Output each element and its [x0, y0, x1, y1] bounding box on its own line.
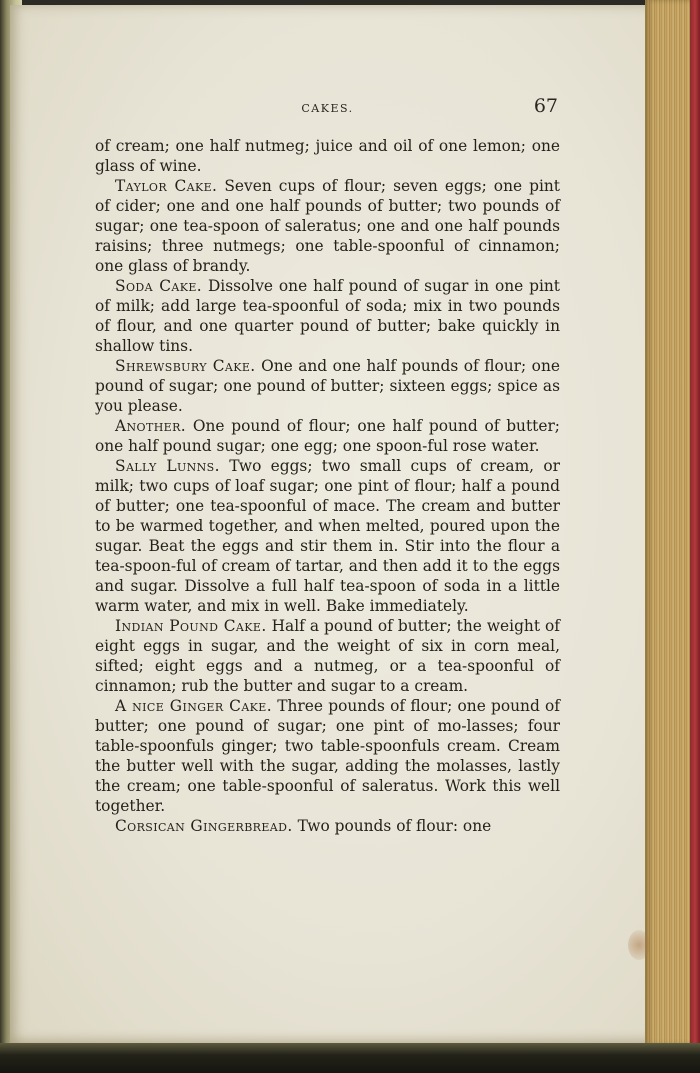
recipe-ginger-cake	[95, 696, 560, 816]
recipe-heading: Soda Cake.	[115, 277, 203, 295]
recipe-heading: Taylor Cake.	[115, 177, 218, 195]
recipe-soda-cake	[95, 276, 560, 356]
recipe-heading: A nice Ginger Cake.	[115, 697, 273, 715]
cover-edge	[690, 0, 700, 1045]
recipe-sally-lunns	[95, 456, 560, 616]
recipe-heading: Another.	[115, 417, 187, 435]
recipe-text: Seven cups of flour; seven eggs; one pint of cider; one and one half pounds of butter; two pounds of sugar; one tea-spoon of saleratus; one and one half pounds raisins; three nutmegs; one table-spoonful of cinnamon; one glass of brandy.	[95, 177, 560, 275]
recipe-heading: Indian Pound Cake.	[115, 617, 267, 635]
recipe-text: One pound of flour; one half pound of butter; one half pound sugar; one egg; one spoon-ful rose water.	[95, 417, 560, 455]
recipe-shrewsbury-cake	[95, 356, 560, 416]
recipe-heading: Shrewsbury Cake.	[115, 357, 256, 375]
recipe-text: Half a pound of butter; the weight of eight eggs in sugar, and the weight of six in corn meal, sifted; eight eggs and a nutmeg, or a tea-spoonful of cinnamon; rub the butter and sugar to a cream.	[95, 617, 560, 695]
recipe-text: Dissolve one half pound of sugar in one pint of milk; add large tea-spoonful of soda; mix in two pounds of flour, and one quarter pound of butter; bake quickly in shallow tins.	[95, 277, 560, 355]
recipe-indian-pound-cake	[95, 616, 560, 696]
recipe-another	[95, 416, 560, 456]
paper-stain	[628, 930, 650, 960]
recipe-heading: Sally Lunns.	[115, 457, 220, 475]
recipe-heading: Corsican Gingerbread.	[115, 817, 293, 835]
recipe-corsican-gingerbread	[95, 816, 560, 836]
bottom-shadow	[0, 1043, 700, 1073]
body-text	[95, 136, 560, 836]
recipe-text: One and one half pounds of flour; one pound of sugar; one pound of butter; sixteen eggs; spice as you please.	[95, 357, 560, 415]
page-header	[95, 95, 560, 119]
recipe-text: Two eggs; two small cups of cream, or milk; two cups of loaf sugar; one pint of flour; half a pound of butter; one tea-spoonful of mace. The cream and butter to be warmed together, and when melted, poured upon the sugar. Beat the eggs and stir them in. Stir into the flour a tea-spoon-ful of cream of tartar, and then add it to the eggs and sugar. Dissolve a full half tea-spoon of soda in a little warm water, and mix in well. Bake immediately.	[95, 457, 560, 615]
running-head: CAKES.	[301, 102, 354, 115]
recipe-taylor-cake	[95, 176, 560, 276]
recipe-text: Two pounds of flour: one	[297, 817, 492, 835]
paragraph-continued	[95, 136, 560, 176]
recipe-text: Three pounds of flour; one pound of butter; one pound of sugar; one pint of mo-lasses; four table-spoonfuls ginger; two table-spoonfuls cream. Cream the butter well with the sugar, adding the molasses, lastly the cream; one table-spoonful of saleratus. Work this well together.	[95, 697, 560, 815]
paragraph-text: of cream; one half nutmeg; juice and oil of one lemon; one glass of wine.	[95, 137, 560, 175]
page-number: 67	[533, 95, 558, 117]
